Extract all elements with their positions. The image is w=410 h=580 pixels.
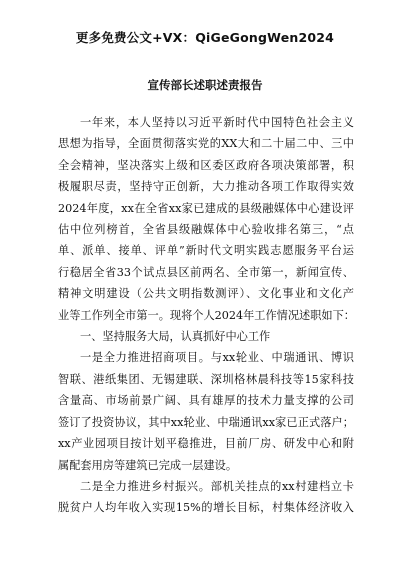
paragraph-line: 一年来，本人坚持以习近平新时代中国特色社会主义 bbox=[80, 116, 354, 129]
paragraph-line: 含量高、市场前景广阔、具有雄厚的技术力量支撑的公司 bbox=[58, 394, 354, 408]
paragraph-line: 思想为指导，全面贯彻落实党的XX大和二十届二中、三中 bbox=[58, 137, 354, 151]
paragraph-line: 估中位列榜首，全省县级融媒体中心验收排名第三，“点 bbox=[58, 223, 354, 237]
watermark-header: 更多免费公文+VX：QiGeGongWen2024 bbox=[75, 30, 335, 45]
document-body bbox=[58, 112, 354, 519]
paragraph-line: 全会精神，坚决落实上级和区委区政府各项决策部署，积 bbox=[58, 158, 354, 172]
paragraph-line: 一是全力推进招商项目。与xx轮业、中瑞通讯、博识 bbox=[80, 351, 354, 365]
paragraph-line: xx产业园项目按计划平稳推进，目前厂房、研发中心和附 bbox=[58, 437, 354, 451]
paragraph-line: 属配套用房等建筑已完成一层建设。 bbox=[58, 458, 238, 472]
paragraph-line: 签订了投资协议，其中xx轮业、中瑞通讯xx家已正式落户； bbox=[58, 415, 354, 429]
paragraph-line: 业等工作列全市第一。现将个人2024年工作情况述职如下： bbox=[58, 308, 355, 322]
section-heading: 一、坚持服务大局，认真抓好中心工作 bbox=[80, 330, 271, 344]
paragraph-line: 行稳居全省33个试点县区前两名、全市第一，新闻宣传、 bbox=[58, 265, 354, 279]
paragraph-line: 单、派单、接单、评单”新时代文明实践志愿服务平台运 bbox=[58, 244, 354, 258]
paragraph-line: 2024年度，xx在全省xx家已建成的县级融媒体中心建设评 bbox=[58, 201, 354, 215]
document-title: 宣传部长述职述责报告 bbox=[147, 78, 263, 92]
paragraph-line: 精神文明建设（公共文明指数测评）、文化事业和文化产 bbox=[58, 287, 354, 301]
paragraph-line: 二是全力推进乡村振兴。部机关挂点的xx村建档立卡 bbox=[80, 479, 354, 493]
paragraph-line: 脱贫户人均年收入实现15%的增长目标，村集体经济收入 bbox=[58, 501, 354, 515]
paragraph-line: 智联、港纸集团、无锡建联、深圳格林晨科技等15家科技 bbox=[58, 372, 354, 386]
paragraph-line: 极履职尽责，坚持守正创新，大力推动各项工作取得实效 bbox=[58, 180, 354, 194]
